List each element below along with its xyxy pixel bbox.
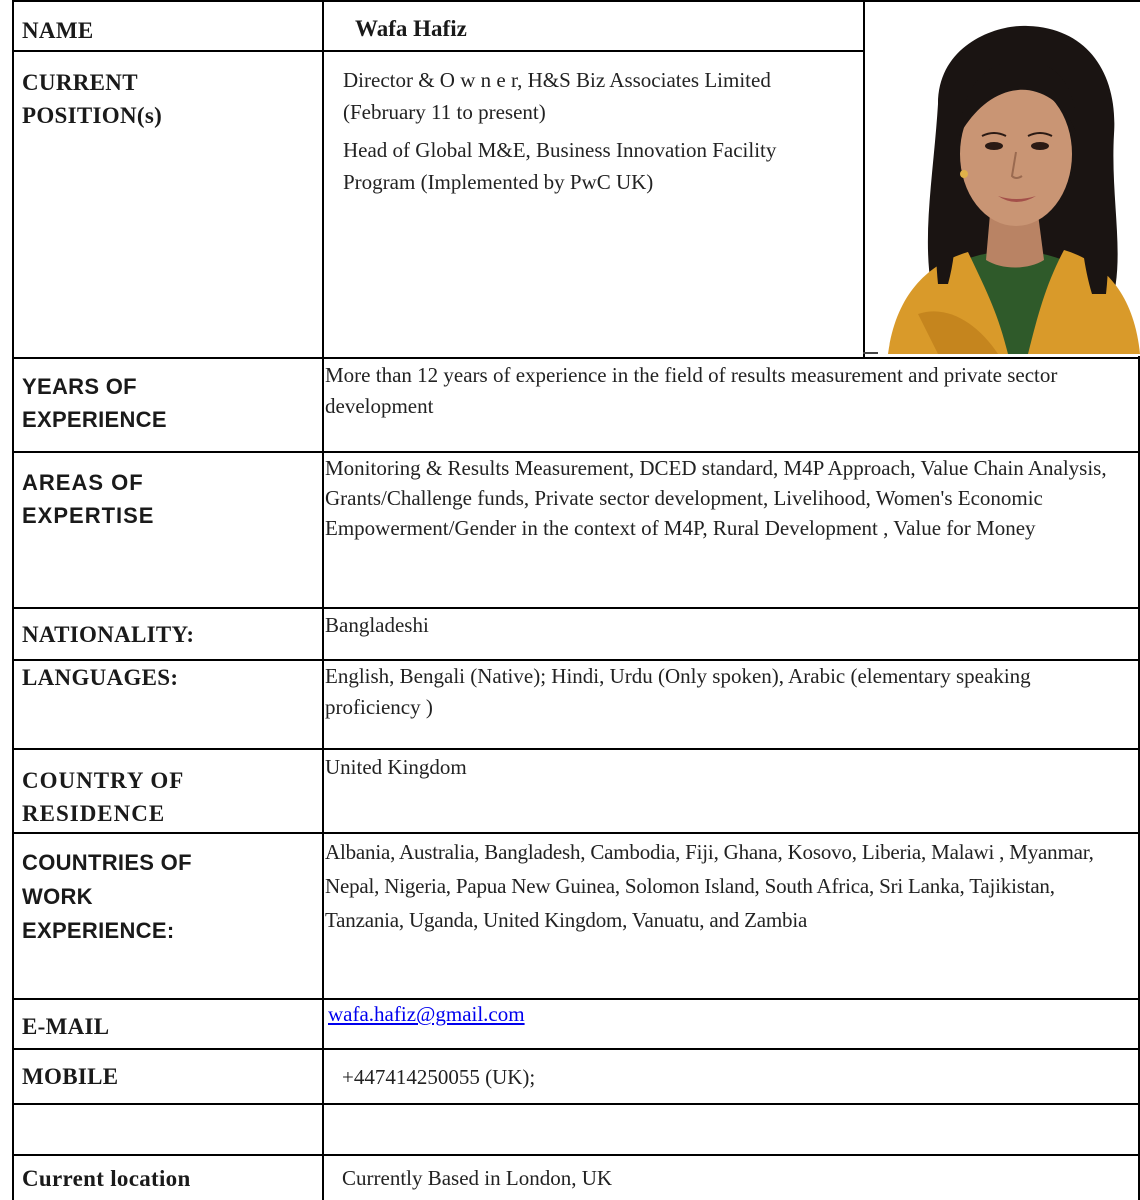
mobile-label: MOBILE <box>22 1064 119 1089</box>
nationality-label: NATIONALITY: <box>22 622 195 647</box>
location-value: Currently Based in London, UK <box>342 1166 613 1190</box>
expertise-label-line2: EXPERTISE <box>22 503 155 528</box>
row-divider-residence <box>12 832 1140 834</box>
expertise-value: Monitoring & Results Measurement, DCED standard, M4P Approach, Value Chain Analysis, Grants/Challenge funds, Private sector development, Livelihood, Women's Economic Empowerment/Gender in the context of M4P, Rural Development , Value for Money <box>325 456 1107 540</box>
email-label: E-MAIL <box>22 1014 110 1039</box>
current-position-label-line1: CURRENT <box>22 70 138 95</box>
countries-label-line3: EXPERIENCE: <box>22 918 175 943</box>
years-value: More than 12 years of experience in the field of results measurement and private sector development <box>325 363 1058 418</box>
years-label-line2: EXPERIENCE <box>22 407 167 432</box>
row-divider-name <box>12 50 865 52</box>
email-link[interactable]: wafa.hafiz@gmail.com <box>328 1002 525 1026</box>
residence-value: United Kingdom <box>325 755 467 779</box>
countries-label <box>22 846 192 948</box>
row-divider-countries <box>12 998 1140 1000</box>
portrait-photo-icon <box>878 14 1140 354</box>
languages-label: LANGUAGES: <box>22 665 179 690</box>
profile-table <box>12 0 1140 1200</box>
row-divider-email <box>12 1048 1140 1050</box>
row-divider-position <box>12 357 1140 359</box>
row-divider-location <box>12 1154 1140 1156</box>
countries-value: Albania, Australia, Bangladesh, Cambodia, Fiji, Ghana, Kosovo, Liberia, Malawi , Myanmar, Nepal, Nigeria, Papua New Guinea, Solomon Island, South Africa, Sri Lanka, Tajikistan, Tanzania, Uganda, United Kingdom, Vanuatu, and Zambia <box>325 840 1094 932</box>
residence-label-line2: RESIDENCE <box>22 801 166 826</box>
current-position-label <box>22 66 162 132</box>
photo-divider <box>863 0 865 358</box>
expertise-label <box>22 466 154 532</box>
row-divider-mobile <box>12 1103 1140 1105</box>
countries-label-line1: COUNTRIES OF <box>22 850 192 875</box>
nationality-value: Bangladeshi <box>325 613 429 637</box>
expertise-label-line1: AREAS OF <box>22 470 144 495</box>
languages-value: English, Bengali (Native); Hindi, Urdu (Only spoken), Arabic (elementary speaking proficiency ) <box>325 664 1031 719</box>
name-value: Wafa Hafiz <box>355 16 467 41</box>
years-label-line1: YEARS OF <box>22 374 137 399</box>
table-border-top <box>12 0 1140 2</box>
location-label: Current location <box>22 1166 191 1191</box>
column-divider <box>322 0 324 1200</box>
position-entry-1: Director & O w n e r, H&S Biz Associates Limited (February 11 to present) <box>343 68 771 124</box>
row-divider-expertise <box>12 607 1140 609</box>
row-divider-languages <box>12 748 1140 750</box>
countries-label-line2: WORK <box>22 884 93 909</box>
position-entry-2: Head of Global M&E, Business Innovation Facility Program (Implemented by PwC UK) <box>343 138 777 194</box>
residence-label <box>22 764 184 830</box>
current-position-value <box>343 64 848 198</box>
table-border-left <box>12 0 14 1200</box>
mobile-value: +447414250055 (UK); <box>342 1065 536 1089</box>
portrait-photo <box>878 14 1140 354</box>
residence-label-line1: COUNTRY OF <box>22 768 185 793</box>
years-label <box>22 370 167 436</box>
current-position-label-line2: POSITION(s) <box>22 103 163 128</box>
name-label: NAME <box>22 18 94 43</box>
